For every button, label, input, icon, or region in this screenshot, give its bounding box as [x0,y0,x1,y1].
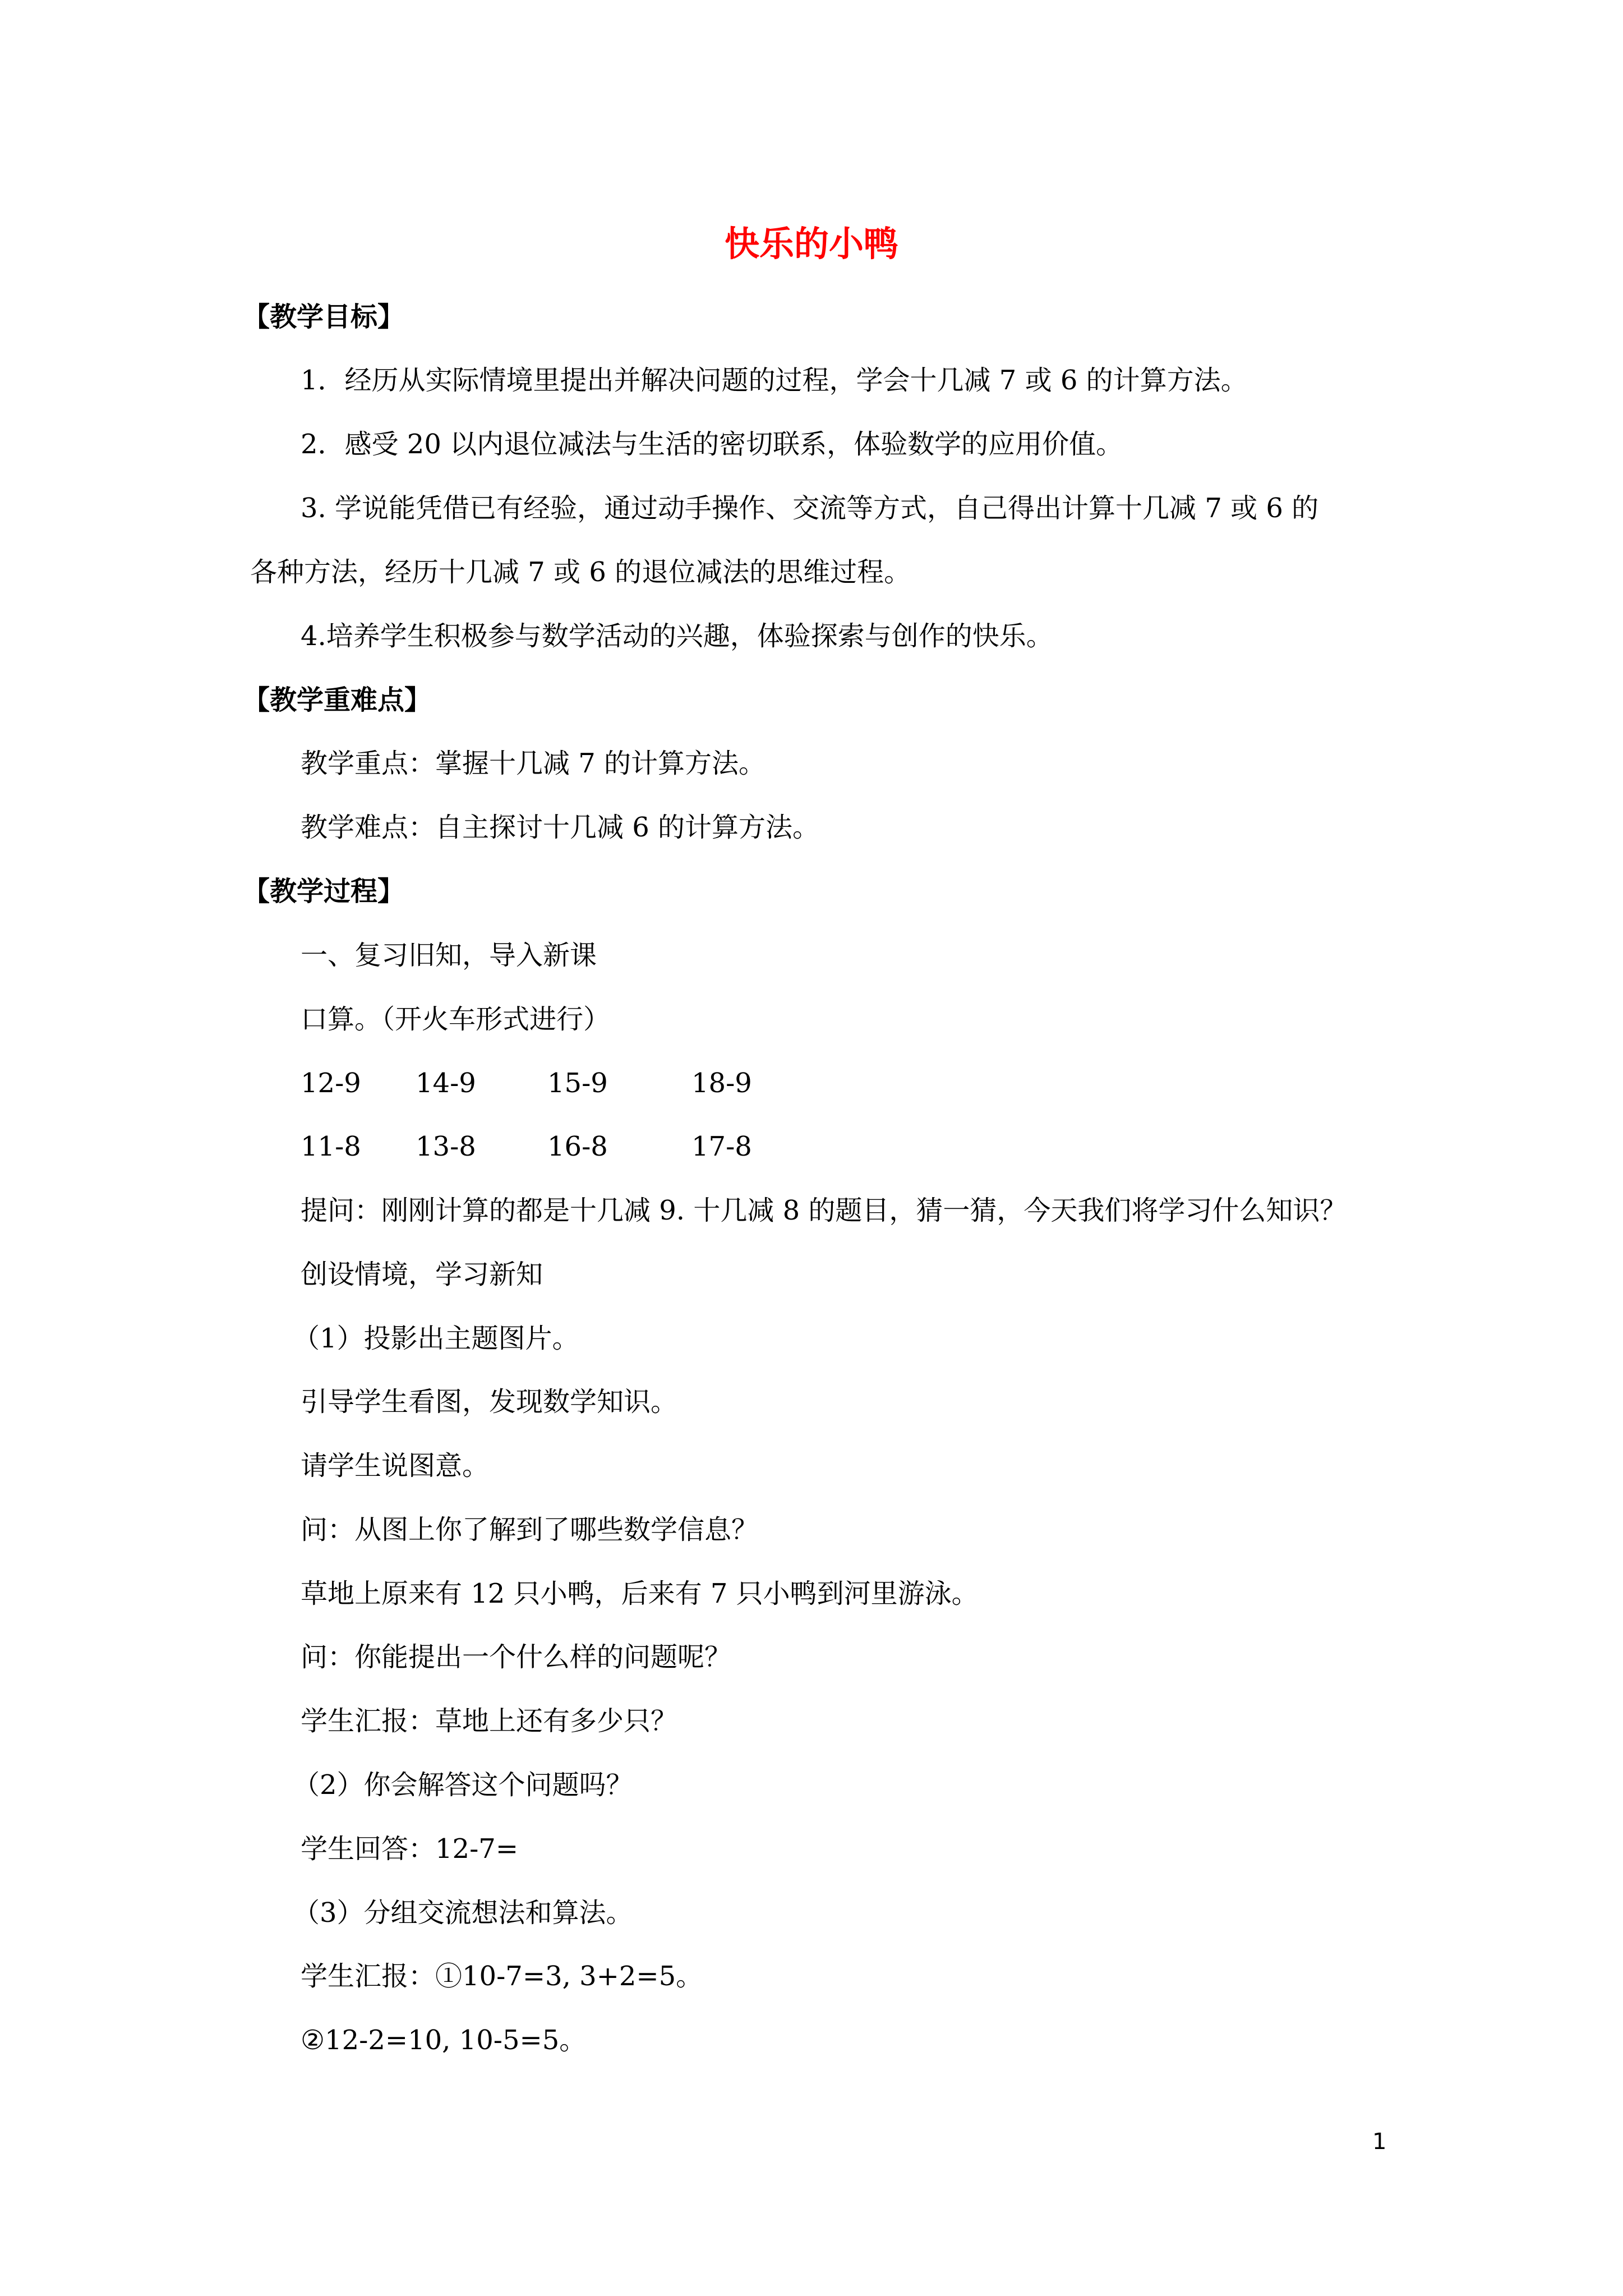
objectives-heading: 【教学目标】 [243,301,405,333]
calc-item: 16-8 [547,1131,608,1162]
process-line: 问：从图上你了解到了哪些数学信息？ [301,1514,759,1545]
calc-item: 14-9 [416,1068,476,1099]
calc-item: 11-8 [301,1131,361,1162]
objective-1: 1．经历从实际情境里提出并解决问题的过程，学会十几减 7 或 6 的计算方法。 [301,365,1248,396]
process-line: 请学生说图意。 [301,1450,490,1481]
keypoints-heading: 【教学重难点】 [243,684,432,716]
process-line: 引导学生看图，发现数学知识。 [301,1386,678,1418]
objective-2: 2．感受 20 以内退位减法与生活的密切联系，体验数学的应用价值。 [301,429,1123,460]
process-line: 问：你能提出一个什么样的问题呢？ [301,1641,732,1673]
oral-calc-instruction: 口算。（开火车形式进行） [301,1004,611,1035]
process-line: ②12-2=10, 10-5=5。 [301,2024,587,2056]
process-heading: 【教学过程】 [243,876,405,907]
process-step-1: 一、复习旧知，导入新课 [301,940,597,971]
calc-item: 13-8 [416,1131,476,1162]
page-number: 1 [1372,2129,1387,2155]
objective-3: 3. 学说能凭借已有经验，通过动手操作、交流等方式，自己得出计算十几减 7 或 6 的 [301,493,1319,524]
process-line: 提问：刚刚计算的都是十几减 9. 十几减 8 的题目，猜一猜，今天我们将学习什么知识？ [301,1195,1347,1226]
process-line: （2）你会解答这个问题吗？ [293,1769,633,1801]
calc-item: 15-9 [547,1068,608,1099]
calc-item: 18-9 [691,1068,752,1099]
process-line: 创设情境，学习新知 [301,1259,543,1290]
objective-4: 4.培养学生积极参与数学活动的兴趣，体验探索与创作的快乐。 [301,620,1053,652]
process-line: 学生回答：12-7= [301,1833,519,1865]
keypoint-1: 教学重点：掌握十几减 7 的计算方法。 [301,748,766,779]
process-line: 草地上原来有 12 只小鸭，后来有 7 只小鸭到河里游泳。 [301,1578,979,1609]
page-title: 快乐的小鸭 [724,223,898,264]
calc-item: 17-8 [691,1131,752,1162]
keypoint-2: 教学难点：自主探讨十几减 6 的计算方法。 [301,812,820,843]
process-line: （3）分组交流想法和算法。 [293,1897,633,1929]
process-line: 学生汇报：①10-7=3, 3+2=5。 [301,1961,703,1992]
process-line: （1）投影出主题图片。 [293,1323,579,1354]
process-line: 学生汇报：草地上还有多少只？ [301,1705,678,1737]
objective-3-continued: 各种方法，经历十几减 7 或 6 的退位减法的思维过程。 [250,556,911,588]
calc-item: 12-9 [301,1068,361,1099]
